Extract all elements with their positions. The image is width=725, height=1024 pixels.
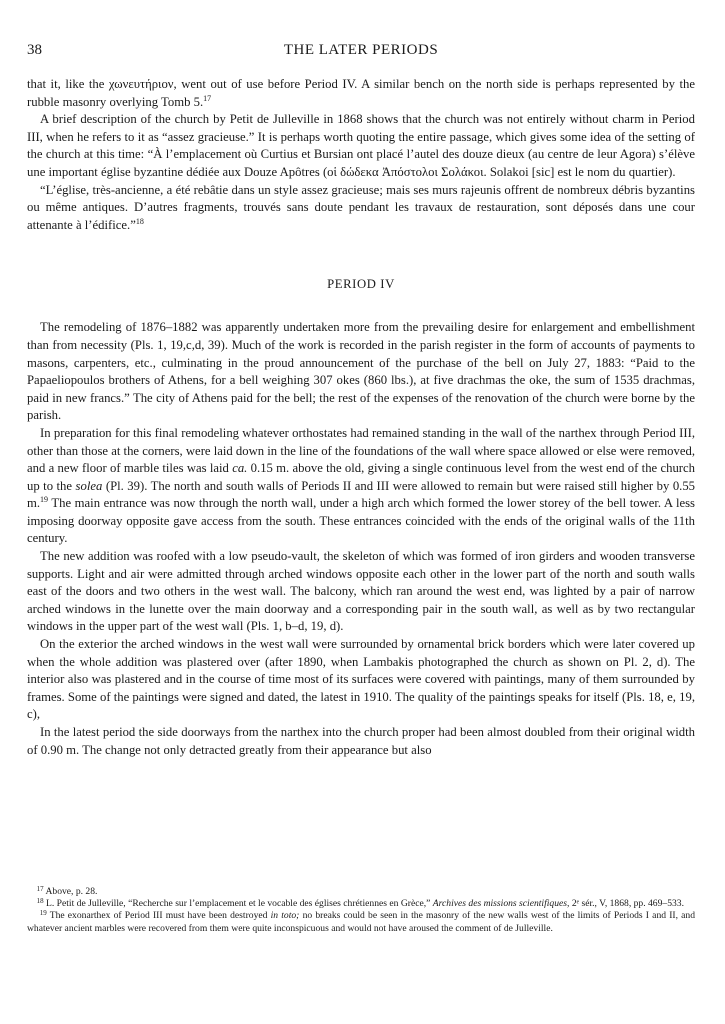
paragraph-text: In the latest period the side doorways from the narthex into the church proper had been almost doubled from their original width of 0.90 m. The change not only detracted greatly from their appearance but also — [27, 725, 695, 757]
footnote-ref-17: 17 — [203, 93, 212, 103]
paragraph — [27, 111, 695, 181]
footnote-ref-18: 18 — [135, 216, 144, 226]
footnote-text: 2ᵉ sér., V, 1868, pp. 469–533. — [571, 898, 684, 910]
footnote-italic: in toto; — [270, 910, 300, 922]
footnote-text: L. Petit de Julleville, “Recherche sur l’emplacement et le vocable des églises chrétiennes en Grèce,” — [46, 898, 431, 910]
page — [27, 42, 695, 759]
footnote-text: The exonarthex of Period III must have been destroyed — [49, 910, 268, 922]
paragraph-text: 0.15 m. above the old, giving a single continuous level from the west end of the church up to the — [27, 461, 696, 493]
page-number: 38 — [27, 42, 42, 58]
paragraph — [27, 319, 695, 425]
paragraph-text: On the exterior the arched windows in the west wall were surrounded by ornamental brick borders which were later covered up when the whole addition was plastered over (after 1890, when Lambakis photographed the church as shown on Pl. 2, d). The interior also was plastered and in the course of time most of its surfaces were covered with paintings, many of them surrounded by frames. Some of the paintings were signed and dated, the latest in 1910. The quality of the paintings speaks for itself (Pls. 18, e, 19, c), — [27, 637, 695, 722]
footnote-number: 17 — [36, 885, 44, 893]
paragraph — [27, 636, 695, 724]
footnote-italic: Archives des missions scientifiques, — [432, 898, 570, 910]
footnote-text: Above, p. 28. — [45, 886, 98, 897]
body-text — [27, 76, 695, 759]
paragraph-text: The main entrance was now through the north wall, under a high arch which formed the lower storey of the bell tower. A less imposing doorway opposite gave access from the south. These entrances coincided with the ends of the original walls of the 11th century. — [27, 496, 695, 546]
footnote-ref-19: 19 — [40, 495, 49, 505]
section-title: PERIOD IV — [327, 277, 395, 292]
footnote-17 — [27, 886, 695, 898]
paragraph-text: The new addition was roofed with a low pseudo-vault, the skeleton of which was formed of iron girders and wooden transverse supports. Light and air were admitted through arched windows opposite each other in the lower part of the north and south walls east of the doors and two others in the west wall. The balcony, which ran around the west end, was lighted by a pair of narrow arched windows in the lunette over the main doorway and a corresponding pair in the south wall, as well as by two rectangular windows in the upper part of the west wall (Pls. 1, b–d, 19, d). — [27, 549, 695, 634]
running-head: THE LATER PERIODS — [283, 42, 439, 58]
page-header — [27, 42, 695, 64]
paragraph-text: “L’église, très-ancienne, a été rebâtie dans un style assez gracieuse; mais ses murs rajeunis offrent de nombreux débris byzantins ou même antiques. D’autres fragments, trouvés sans doute pendant les travaux de restauration, sont déposés dans une cour attenante à l’édifice.” — [27, 182, 695, 232]
footnote-19 — [27, 910, 695, 934]
paragraph — [27, 182, 695, 235]
paragraph — [27, 425, 695, 548]
paragraph — [27, 724, 695, 759]
footnote-text: no breaks could be seen in the masonry of the new walls west of the limits of Periods I and II, and whatever ancient marbles were recovered from them were quite inconspicuous and would not have aroused the comment of de Julleville. — [27, 910, 696, 934]
paragraph-text: The remodeling of 1876–1882 was apparently undertaken more from the prevailing desire for enlargement and embellishment than from necessity (Pls. 1, 19,c,d, 39). Much of the work is recorded in the parish register in the form of accounts of payments to masons, carpenters, etc., culminating in the proud announcement of the purchase of the bell on July 27, 1883: “Paid to the Papaeliopoulos brothers of Athens, for a bell weighing 307 okes (860 lbs.), at five drachmas the oke, the sum of 1535 drachmas, paid in new francs.” The city of Athens paid for the bell; the rest of the expenses of the renovation of the church were borne by the parish. — [27, 320, 695, 423]
paragraph — [27, 548, 695, 636]
paragraph-text: A brief description of the church by Petit de Julleville in 1868 shows that the church was not entirely without charm in Period III, when he refers to it as “assez gracieuse.” It is perhaps worth quoting the entire passage, which gives some idea of the setting of the church at this time: “À l’emplacement où Curtius et Bursian ont placé l’autel des douze dieux (au centre de leur Agora) s’élève une important église byzantine dédiée aux Douze Apôtres (οἱ δώδεκα Ἀπόστολοι Σολάκοι. Solakoi [sic] est le nom du quartier). — [27, 112, 695, 179]
footnote-18 — [27, 898, 695, 910]
footnotes — [27, 886, 695, 935]
footnote-number: 18 — [36, 897, 44, 906]
paragraph-text: (Pl. 39). The north and south walls of Periods II and III were allowed to remain but were raised still higher by 0.55 m. — [27, 478, 696, 511]
footnote-number: 19 — [39, 909, 47, 918]
paragraph-continued — [27, 76, 695, 111]
paragraph-text: that it, like the χωνευτήριον, went out of use before Period IV. A similar bench on the north side is perhaps represented by the rubble masonry overlying Tomb 5. — [27, 77, 695, 109]
italic-text: ca. — [232, 461, 248, 476]
paragraph-text: In preparation for this final remodeling whatever orthostates had remained standing in the wall of the narthex through Period III, other than those at the corners, were laid down in the line of the foundations of the wall where space allowed or else were removed, and a new floor of marble tiles was laid — [27, 425, 695, 476]
italic-text: solea — [75, 478, 103, 493]
